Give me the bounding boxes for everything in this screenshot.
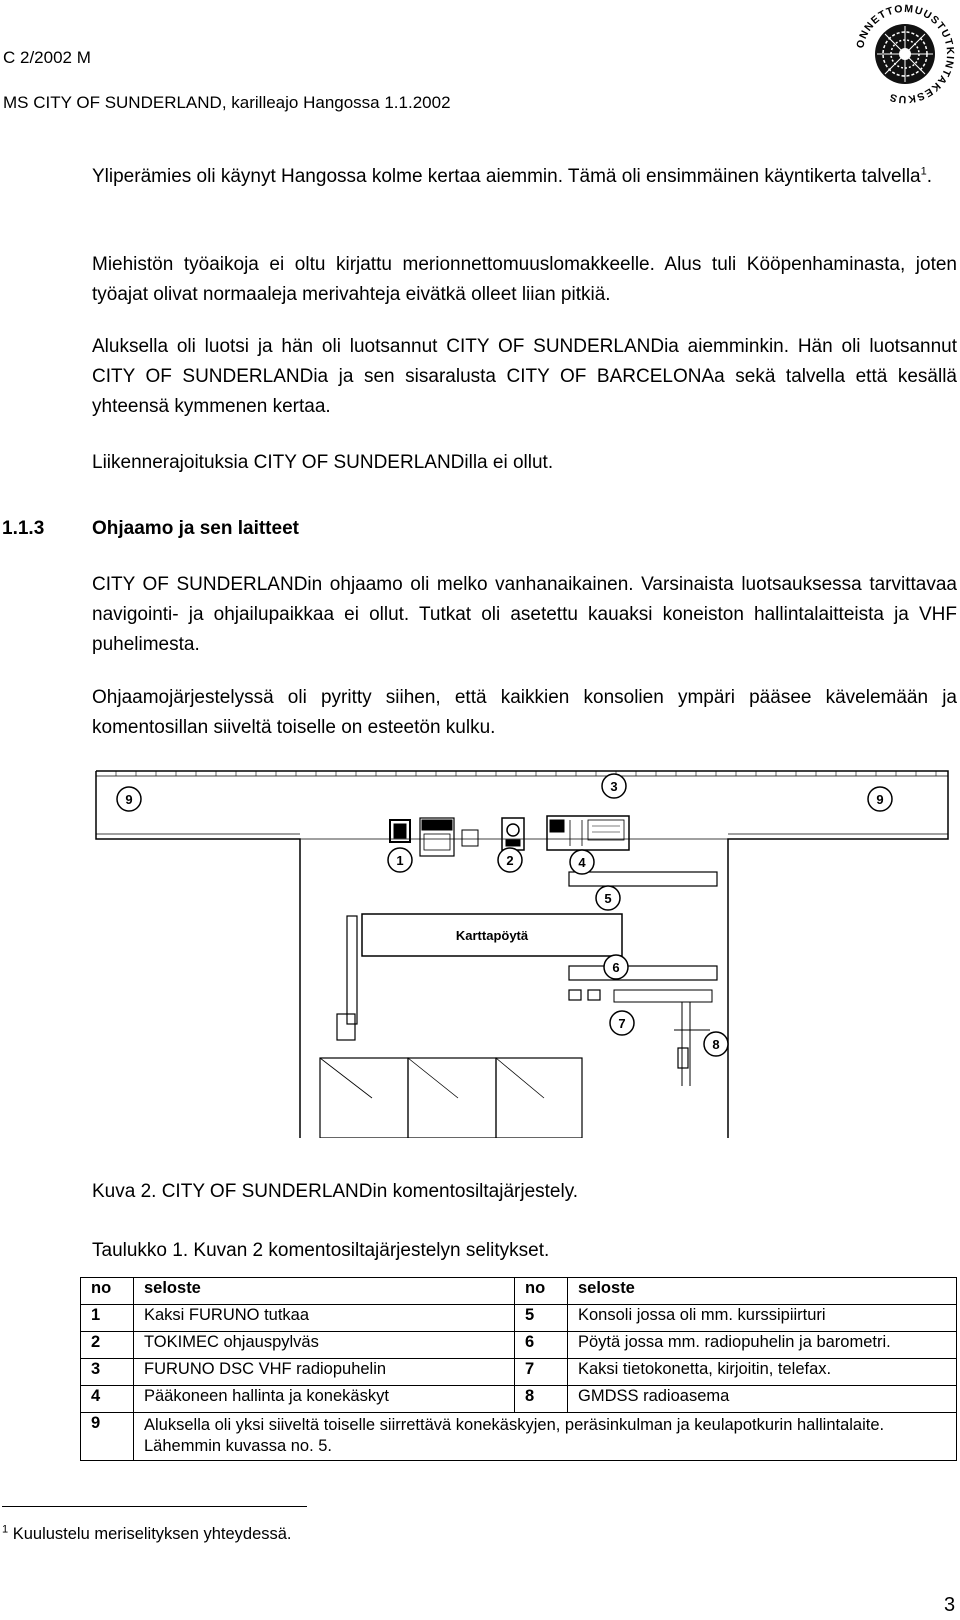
table-cell-number: 8 xyxy=(515,1386,568,1413)
table-row xyxy=(81,1413,957,1461)
table-cell-description: GMDSS radioasema xyxy=(568,1386,957,1413)
plan-outline-left xyxy=(96,771,300,1138)
table-cell-number: 2 xyxy=(81,1332,134,1359)
paragraph-pilot: Aluksella oli luotsi ja hän oli luotsannut CITY OF SUNDERLANDia aiemminkin. Hän oli luotsannut CITY OF SUNDERLANDia ja sen sisaralusta CITY OF BARCELONAa sekä talvella että kesällä yhteensä kymmenen kertaa. xyxy=(92,336,957,417)
table-cell-number: 6 xyxy=(515,1332,568,1359)
table-cell-number: 3 xyxy=(81,1359,134,1386)
svg-text:2: 2 xyxy=(506,853,514,868)
logo-ring-text: ONNETTOMUUSTUTKINTAKESKUS xyxy=(854,2,957,106)
table-row xyxy=(81,1386,957,1413)
paragraph-first-mate-visits: Yliperämies oli käynyt Hangossa kolme kertaa aiemmin. Tämä oli ensimmäinen käyntikerta talvella$^1$. xyxy=(92,165,933,187)
marker-3 xyxy=(602,774,626,798)
table-cell-description: FURUNO DSC VHF radiopuhelin xyxy=(134,1359,515,1386)
table-cell-number: 9 xyxy=(81,1413,134,1461)
footnote xyxy=(2,1525,292,1544)
header-report-title: MS CITY OF SUNDERLAND, karilleajo Hangossa 1.1.2002 xyxy=(3,93,451,112)
left-cabinets xyxy=(320,916,582,1138)
marker-9-right xyxy=(868,787,892,811)
svg-text:1: 1 xyxy=(396,853,404,868)
table-cell-number: 5 xyxy=(515,1305,568,1332)
footnote-text: Kuulustelu meriselityksen yhteydessä. xyxy=(12,1525,292,1543)
table-cell-description: Kaksi tietokonetta, kirjoitin, telefax. xyxy=(568,1359,957,1386)
marker-6 xyxy=(604,955,628,979)
marker-7 xyxy=(610,1011,634,1035)
course-plotter-console xyxy=(569,872,717,886)
svg-text:8: 8 xyxy=(712,1037,720,1052)
column-header: no xyxy=(81,1278,134,1305)
column-header: no xyxy=(515,1278,568,1305)
svg-text:6: 6 xyxy=(612,960,620,975)
table-cell-description: Aluksella oli yksi siiveltä toiselle siirrettävä konekäskyjen, peräsinkulman ja keulapotkurin hallintalaite. Lähemmin kuvassa no. 5. xyxy=(134,1413,957,1461)
table-cell-description: Pöytä jossa mm. radiopuhelin ja barometri. xyxy=(568,1332,957,1359)
footnote-separator xyxy=(2,1506,307,1507)
page-number: 3 xyxy=(944,1594,956,1616)
bridge-layout-plan xyxy=(92,768,952,1138)
footnote-reference[interactable]: 1 xyxy=(920,165,927,178)
legend-table xyxy=(80,1277,957,1461)
computer-desk xyxy=(569,990,712,1086)
table-cell-description: Kaksi FURUNO tutkaa xyxy=(134,1305,515,1332)
steering-column xyxy=(462,818,524,850)
paragraph-working-hours: Miehistön työaikoja ei oltu kirjattu merionnettomuuslomakkeelle. Alus tuli Kööpenhaminasta, joten työajat olivat normaaleja merivahteja eivätkä olleet liian pitkiä. xyxy=(92,254,957,305)
svg-text:9: 9 xyxy=(876,792,884,807)
section-title: Ohjaamo ja sen laitteet xyxy=(92,518,299,539)
table-header-row xyxy=(81,1278,957,1305)
table-cell-number: 4 xyxy=(81,1386,134,1413)
svg-text:3: 3 xyxy=(610,779,618,794)
table-cell-number: 7 xyxy=(515,1359,568,1386)
plan-outline-right xyxy=(96,771,948,1138)
svg-text:7: 7 xyxy=(618,1016,626,1031)
marker-2 xyxy=(498,848,522,872)
onnettomuustutkintakeskus-logo xyxy=(853,2,957,106)
footnote-number: 1 xyxy=(2,1523,9,1536)
section-number: 1.1.3 xyxy=(2,518,45,539)
table-cell-description: TOKIMEC ohjauspylväs xyxy=(134,1332,515,1359)
column-header: seloste xyxy=(134,1278,515,1305)
marker-1 xyxy=(388,848,412,872)
paragraph-bridge-layout: Ohjaamojärjestelyssä oli pyritty siihen, että kaikkien konsolien ympäri pääsee kävelemään ja komentosillan siiveltä toiselle on esteetön kulku. xyxy=(92,687,957,738)
table-row xyxy=(81,1359,957,1386)
table-cell-description: Pääkoneen hallinta ja konekäskyt xyxy=(134,1386,515,1413)
figure-caption: Kuva 2. CITY OF SUNDERLANDin komentosiltajärjestely. xyxy=(92,1181,579,1202)
header-document-code: C 2/2002 M xyxy=(3,48,91,67)
marker-9-left xyxy=(117,787,141,811)
svg-text:4: 4 xyxy=(578,855,586,870)
table-cell-description: Konsoli jossa oli mm. kurssipiirturi xyxy=(568,1305,957,1332)
marker-4 xyxy=(570,850,594,874)
radio-table xyxy=(569,966,717,980)
table-row xyxy=(81,1332,957,1359)
engine-control-console xyxy=(547,816,629,850)
paragraph-bridge-description: CITY OF SUNDERLANDin ohjaamo oli melko vanhanaikainen. Varsinaista luotsauksessa tarvittavaa navigointi- ja ohjailupaikkaa ei ollut. Tutkat oli asetettu kauaksi koneiston hallintalaitteista ja VHF puhelimesta. xyxy=(92,574,957,655)
paragraph-traffic-restrictions: Liikennerajoituksia CITY OF SUNDERLANDilla ei ollut. xyxy=(92,452,554,473)
chart-table-label: Karttapöytä xyxy=(455,928,529,943)
marker-5 xyxy=(596,886,620,910)
marker-8 xyxy=(704,1032,728,1056)
table-caption: Taulukko 1. Kuvan 2 komentosiltajärjestelyn selitykset. xyxy=(92,1240,550,1261)
svg-text:9: 9 xyxy=(125,792,133,807)
svg-text:5: 5 xyxy=(604,891,612,906)
table-cell-number: 1 xyxy=(81,1305,134,1332)
column-header: seloste xyxy=(568,1278,957,1305)
table-row xyxy=(81,1305,957,1332)
